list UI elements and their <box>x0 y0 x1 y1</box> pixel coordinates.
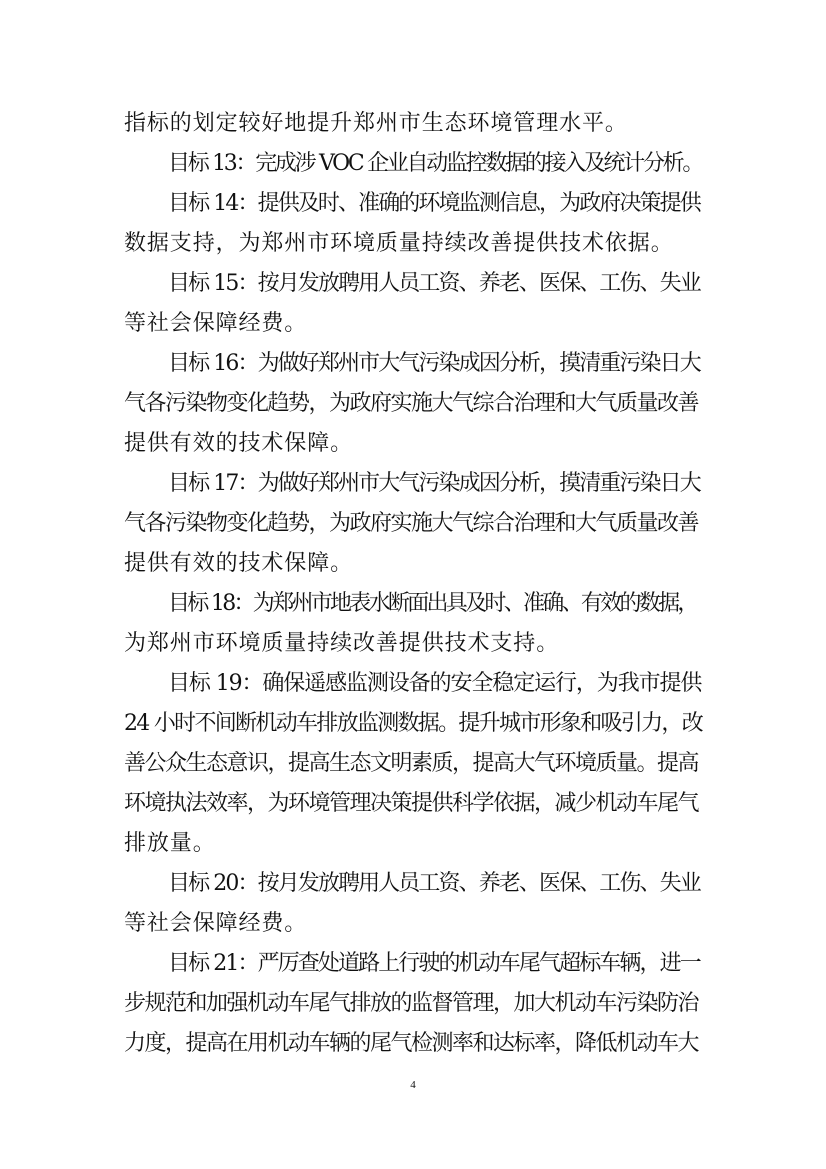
text-line: 善公众生态意识，提高生态文明素质，提高大气环境质量。提高 <box>124 751 699 776</box>
text-line: 等社会保障经费。 <box>124 911 308 936</box>
text-line: 气各污染物变化趋势，为政府实施大气综合治理和大气质量改善 <box>124 391 699 416</box>
text-line: 目标 15：按月发放聘用人员工资、养老、医保、工伤、失业 <box>168 271 700 296</box>
text-line: 目标 13：完成涉 VOC 企业自动监控数据的接入及统计分析。 <box>168 151 703 176</box>
text-line: 排放量。 <box>124 831 216 856</box>
text-line: 指标的划定较好地提升郑州市生态环境管理水平。 <box>124 111 628 136</box>
text-line: 目标 14：提供及时、准确的环境监测信息，为政府决策提供 <box>168 191 700 216</box>
text-line: 目标 17：为做好郑州市大气污染成因分析，摸清重污染日大 <box>168 471 700 496</box>
text-line: 等社会保障经费。 <box>124 311 308 336</box>
text-line: 提供有效的技术保障。 <box>124 431 354 456</box>
page-number: 4 <box>410 1079 416 1091</box>
text-line: 目标 21：严厉查处道路上行驶的机动车尾气超标车辆，进一 <box>168 951 700 976</box>
text-line: 力度，提高在用机动车辆的尾气检测率和达标率，降低机动车大 <box>124 1031 699 1056</box>
text-line: 提供有效的技术保障。 <box>124 551 354 576</box>
text-line: 目标 16：为做好郑州市大气污染成因分析，摸清重污染日大 <box>168 351 700 376</box>
text-line: 步规范和加强机动车尾气排放的监督管理，加大机动车污染防治 <box>124 991 699 1016</box>
text-line: 数据支持，为郑州市环境质量持续改善提供技术依据。 <box>124 231 674 256</box>
text-line: 目标 18：为郑州市地表水断面出具及时、准确、有效的数据， <box>168 591 697 616</box>
text-line: 目标 19：确保遥感监测设备的安全稳定运行，为我市提供 <box>168 671 702 696</box>
text-line: 环境执法效率，为环境管理决策提供科学依据，减少机动车尾气 <box>124 791 699 816</box>
text-line: 为郑州市环境质量持续改善提供技术支持。 <box>124 631 560 656</box>
text-line: 24 小时不间断机动车排放监测数据。提升城市形象和吸引力，改 <box>124 711 702 736</box>
text-line: 气各污染物变化趋势，为政府实施大气综合治理和大气质量改善 <box>124 511 699 536</box>
text-line: 目标 20：按月发放聘用人员工资、养老、医保、工伤、失业 <box>168 871 700 896</box>
